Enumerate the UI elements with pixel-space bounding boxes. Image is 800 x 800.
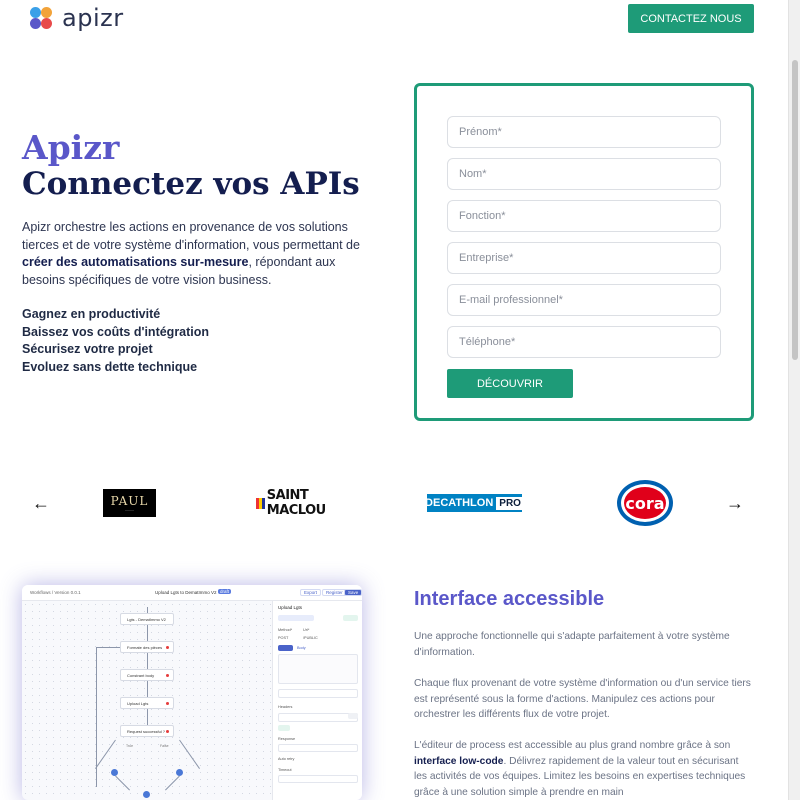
- page-scrollbar[interactable]: [788, 0, 800, 800]
- feature-bold-text: interface low-code: [414, 755, 504, 767]
- hero-title: Connectez vos APIs: [22, 166, 360, 202]
- benefit-item: Sécurisez votre projet: [22, 342, 153, 356]
- discover-button[interactable]: DÉCOUVRIR: [447, 369, 573, 398]
- apizr-logo-mark: [28, 4, 56, 32]
- panel-url-value: /PUBLIC: [303, 636, 318, 640]
- register-button: Register: [322, 589, 347, 596]
- email-field[interactable]: [447, 284, 721, 316]
- panel-headers-label: Headers: [278, 705, 293, 709]
- branch-end-icon: [176, 769, 183, 776]
- workflow-node: Upload Lgts: [120, 697, 174, 709]
- workflow-end-icon: [143, 791, 150, 798]
- editor-status-badge: draft: [220, 589, 230, 594]
- contact-form: [414, 83, 754, 421]
- lastname-field[interactable]: [447, 158, 721, 190]
- feature-title: Interface accessible: [414, 588, 605, 610]
- condition-true-label: True: [126, 744, 134, 748]
- hero-description: Apizr orchestre les actions en provenance de vos solutions tierces et de votre système d'information, vous permettant de créer des automatisations sur-mesure, répondant aux besoins spécifiques de votre vision business.: [22, 220, 360, 287]
- scrollbar-thumb[interactable]: [792, 60, 798, 360]
- panel-url-label: Url*: [303, 628, 310, 632]
- benefit-item: Evoluez sans dette technique: [22, 359, 198, 374]
- panel-response-label: Response: [278, 737, 296, 741]
- feature-paragraph: Chaque flux provenant de votre système d'information ou d'un service tiers est représenté sous la forme d'actions. Manipulez ces actions pour orchestrer les différents flux de votre projet.: [414, 678, 751, 720]
- action-settings-panel: [272, 601, 362, 800]
- panel-body-tab: Body: [297, 646, 306, 650]
- contact-button[interactable]: CONTACTEZ NOUS: [628, 4, 754, 33]
- editor-toolbar: [22, 585, 362, 601]
- logo-text: apizr: [62, 4, 124, 32]
- company-field[interactable]: [447, 242, 721, 274]
- benefit-item: Gagnez en productivité: [22, 307, 161, 321]
- feature-paragraph: L'éditeur de process est accessible au plus grand nombre grâce à son interface low-code. Délivrez rapidement de la valeur tout en sécurisant les activités de vos équipes. Limitez les besoins en expertises techniques grâce à une solution simple à prendre en main: [414, 740, 746, 798]
- hero-desc-bold: créer des automatisations sur-mesure: [22, 255, 249, 269]
- decathlon-pro-logo: DECATHLON PRO: [427, 494, 522, 512]
- arrow-right-icon[interactable]: →: [726, 493, 744, 513]
- arrow-left-icon[interactable]: ←: [32, 493, 50, 513]
- workflow-editor-screenshot: [22, 585, 362, 800]
- cora-logo: cora: [617, 480, 673, 526]
- workflow-canvas: [22, 601, 272, 800]
- panel-method-label: Method*: [278, 628, 293, 632]
- panel-timeout-label: Timeout: [278, 768, 292, 772]
- panel-title: Upload Lgts: [278, 605, 303, 610]
- feature-paragraph: Une approche fonctionnelle qui s'adapte parfaitement à votre système d'information.: [414, 631, 730, 658]
- benefits-list: [22, 306, 209, 376]
- saint-maclou-logo: SAINT MACLOU: [256, 494, 350, 512]
- panel-retry-label: Auto retry: [278, 757, 295, 761]
- apizr-logo[interactable]: [28, 4, 124, 32]
- hero-brand: Apizr: [22, 128, 120, 167]
- panel-method-value: POST: [278, 636, 289, 640]
- export-button: Export: [300, 589, 321, 596]
- workflow-node: Request successful ?: [120, 725, 174, 737]
- benefit-item: Baissez vos coûts d'intégration: [22, 324, 210, 339]
- workflow-node: Lgts - DematImmo V2: [120, 613, 174, 625]
- editor-title: Upload Lgts to DematImmo V2: [155, 590, 217, 595]
- save-button: Save: [344, 589, 362, 596]
- paul-logo: PAUL ———: [103, 489, 156, 517]
- condition-false-label: False: [160, 744, 169, 748]
- workflow-node: Formate des pièces: [120, 641, 174, 653]
- flag-icon: [256, 498, 265, 509]
- phone-field[interactable]: [447, 326, 721, 358]
- jobtitle-field[interactable]: [447, 200, 721, 232]
- firstname-field[interactable]: [447, 116, 721, 148]
- editor-breadcrumb: Workflows / Version 0.0.1: [30, 590, 81, 595]
- branch-end-icon: [111, 769, 118, 776]
- workflow-node: Constrant body: [120, 669, 174, 681]
